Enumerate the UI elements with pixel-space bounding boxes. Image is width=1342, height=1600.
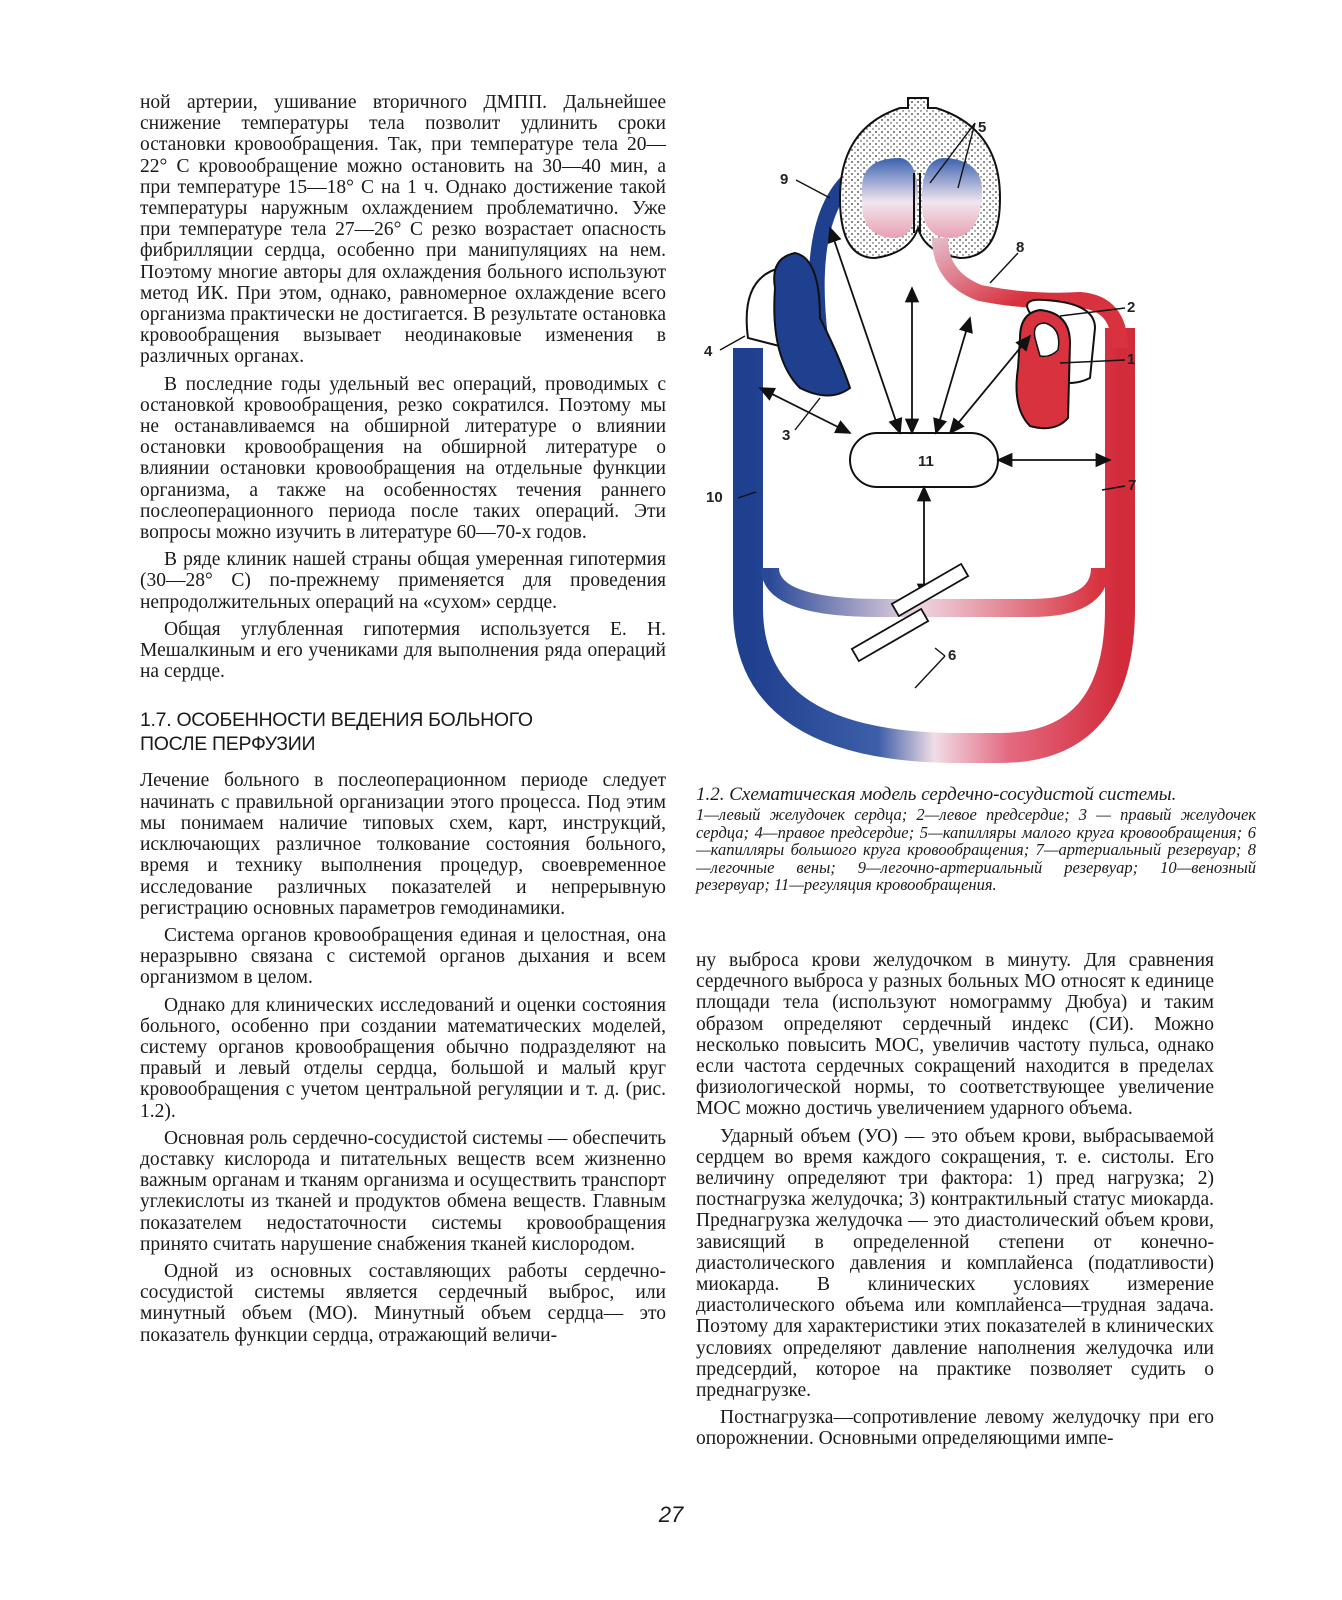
section-heading [140,708,666,756]
label-3: 3 [782,427,791,444]
paragraph: Ударный объем (УО) — это объем крови, выбрасываемой сердцем во время каждого сокращения, т. е. систолы. Его величину определяют три фактора: 1) пред нагрузка; 2) постнагрузка желудочка; 3) контрактильный статус миокарда. Преднагрузка желудочка — это диастолический объем крови, зависящий в определенной степени от конечно-диастолического давления и комплайенса (податливости) миокарда. В клинических условиях измерение диастолического объема или комплайенса—трудная задача. Поэтому для характеристики этих показателей в клинических условиях определяют давление наполнения желудочка или предсердий, которое на практике позволяет судить о преднагрузке. [696,1125,1214,1402]
paragraph: В последние годы удельный вес операций, проводимых с остановкой кровообращения, резко сократился. Поэтому мы не останавливаемся на обширной литературе о влиянии остановки кровообращения на обширной литературе о влиянии остановки кровообращения на отдельные функции организма, а также на особенностях течения раннего послеоперационного периода после таких операций. Эти вопросы можно изучить в литературе 60—70-х годов. [140,373,666,544]
label-9: 9 [780,171,789,188]
paragraph: Одной из основных составляющих работы сердечно-сосудистой системы является сердечный выброс, или минутный объем (МО). Минутный объем сердца— это показатель функции сердца, отражающий величи- [140,1260,666,1346]
label-6: 6 [948,647,957,664]
label-8: 8 [1016,239,1025,256]
right-text-block [696,950,1214,1450]
paragraph: Система органов кровообращения единая и целостная, она неразрывно связана с системой органов дыхания и всем организмом в целом. [140,924,666,989]
figure-caption [696,784,1256,894]
section-title-line-1: 1.7. ОСОБЕННОСТИ ВЕДЕНИЯ БОЛЬНОГО [140,709,533,732]
right-ventricle [774,253,850,396]
left-text-block-2 [140,770,666,1345]
paragraph: Общая углубленная гипотермия используется Е. Н. Мешалкиным и его учениками для выполнения ряда операций на сердце. [140,618,666,683]
diagram-svg [700,88,1260,788]
paragraph: ну выброса крови желудочком в минуту. Для сравнения сердечного выброса у разных больных МО относят к единице площади тела (используют номограмму Дюбуа) и таким образом определяют сердечный индекс (СИ). Можно несколько повысить МОС, увеличив частоту пульса, однако если частота сердечных сокращений находится в пределах физиологической нормы, то соответствующее увеличение МОС можно достичь увеличением ударного объема. [696,950,1214,1120]
label-4: 4 [704,343,713,360]
left-column [140,92,666,1352]
caption-title: 1.2. Схематическая модель сердечно-сосудистой системы. [696,784,1177,805]
section-title-line-2: ПОСЛЕ ПЕРФУЗИИ [140,733,316,756]
paragraph: В ряде клиник нашей страны общая умеренная гипотермия (30—28° С) по-прежнему применяется для проведения непродолжительных операций на «сухом» сердце. [140,549,666,613]
right-column [696,950,1214,1456]
paragraph: ной артерии, ушивание вторичного ДМПП. Дальнейшее снижение температуры тела позволит удлинить сроки остановки кровообращения. Так, при температуре тела 20—22° С кровообращение можно остановить на 30—40 мин, а при температуре 15—18° С на 1 ч. Однако достижение такой температуры наружным охлаждением проблематично. Уже при температуре тела 27—26° С резко возрастает опасность фибрилляции сердца, особенно при манипуляциях на нем. Поэтому многие авторы для охлаждения больного используют метод ИК. При этом, однако, равномерное охлаждение всего организма практически не достигается. В результате остановка кровообращения вызывает неодинаковые изменения в различных органах. [140,92,666,368]
paragraph: Постнагрузка—сопротивление левому желудочку при его опорожнении. Основными определяющими импе- [696,1407,1214,1450]
page-number: 27 [658,1502,684,1527]
label-1: 1 [1127,351,1136,368]
label-5: 5 [978,119,987,136]
paragraph: Основная роль сердечно-сосудистой системы — обеспечить доставку кислорода и питательных веществ всем жизненно важным органам и тканям организма и осуществить транспорт углекислоты из тканей и продуктов обмена веществ. Главным показателем недостаточности системы кровообращения принято считать нарушение снабжения тканей кислородом. [140,1127,666,1255]
label-11: 11 [918,453,934,470]
caption-text: 1—левый желудочек сердца; 2—левое предсердие; 3 — правый желудочек сердца; 4—правое предсердие; 5—капилляры малого круга кровообращения; 6—капилляры большого круга кровообращения; 7—артериальный резервуар; 8—легочные вены; 9—легочно-артериальный резервуар; 10—венозный резервуар; 11—регуляция кровообращения. [696,805,1256,895]
label-7: 7 [1128,477,1137,494]
label-2: 2 [1127,299,1136,316]
cardiovascular-diagram [700,88,1260,788]
paragraph: Лечение больного в послеоперационном периоде следует начинать с правильной организации этого процесса. Под этим мы понимаем наличие типовых схем, карт, инструкций, исключающих различное толкование состояния больного, время и технику выполнения процедур, своевременное исследование различных показателей и непрерывную регистрацию основных параметров гемодинамики. [140,770,666,919]
paragraph: Однако для клинических исследований и оценки состояния больного, особенно при создании математических моделей, систему органов кровообращения обычно подразделяют на правый и левый отделы сердца, большой и малый круг кровообращения с учетом центральной регуляции и т. д. (рис. 1.2). [140,994,666,1122]
left-text-block-1 [140,92,666,682]
label-10: 10 [706,489,723,506]
